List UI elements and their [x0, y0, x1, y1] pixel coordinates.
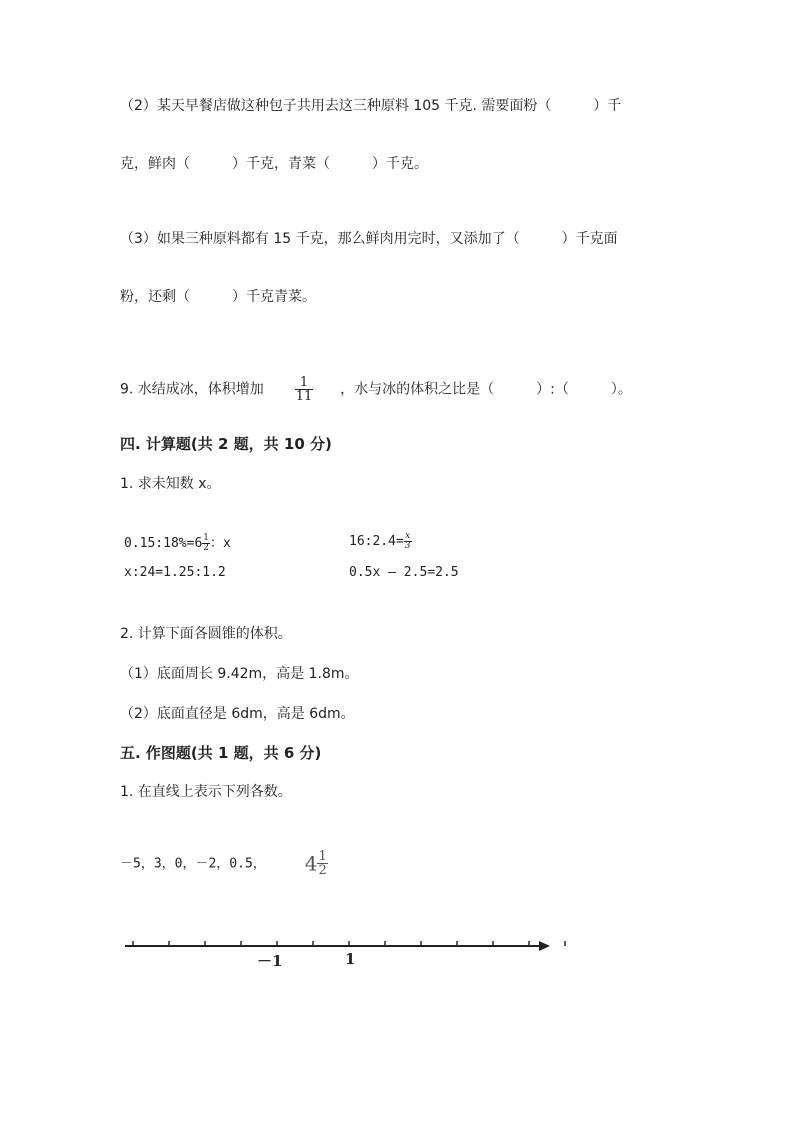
- section5-heading: 五. 作图题(共 1 题，共 6 分): [120, 744, 322, 762]
- section5-q1-title: 1. 在直线上表示下列各数。: [120, 784, 292, 800]
- numbers-list: －5，3，0，－2，0.5，: [120, 856, 266, 872]
- equation-4: 0.5x – 2.5=2.5: [349, 565, 459, 580]
- eq1-frac-num: 1: [203, 533, 210, 543]
- section4-q1-title: 1. 求未知数 x。: [120, 476, 221, 492]
- mixed-frac-den: 2: [318, 863, 327, 878]
- q9-frac-den: 11: [295, 389, 313, 404]
- eq2-prefix: 16:2.4=: [349, 534, 404, 549]
- equation-3: x:24=1.25:1.2: [124, 565, 226, 580]
- q8-part3-line1: （3）如果三种原料都有 15 千克，那么鲜肉用完时，又添加了（ ）千克面: [120, 231, 618, 247]
- eq1-frac-den: 2: [203, 543, 210, 553]
- q8-part2-line1: （2）某天早餐店做这种包子共用去这三种原料 105 千克. 需要面粉（ ）千: [120, 98, 622, 114]
- mixed-number-whole: 4: [304, 851, 318, 876]
- eq1-prefix: 0.15:18%=6: [124, 536, 203, 551]
- eq2-frac-num: x: [405, 531, 411, 541]
- axis-label-one: 1: [345, 950, 356, 968]
- section4-q2-item2: （2）底面直径是 6dm，高是 6dm。: [120, 706, 355, 722]
- eq2-frac-den: 3: [404, 541, 411, 551]
- section4-q2-item1: （1）底面周长 9.42m，高是 1.8m。: [120, 666, 359, 682]
- q9-suffix: ，水与冰的体积之比是（ ）:（ ）。: [340, 381, 632, 398]
- section4-heading: 四. 计算题(共 2 题，共 10 分): [120, 435, 332, 453]
- q8-part3-line2: 粉，还剩（ ）千克青菜。: [120, 289, 316, 305]
- q9-frac-num: 1: [299, 375, 309, 390]
- mixed-frac-num: 1: [318, 849, 327, 864]
- q9-prefix: 9. 水结成冰，体积增加: [120, 381, 264, 398]
- section4-q2-title: 2. 计算下面各圆锥的体积。: [120, 626, 292, 642]
- number-line-arrowhead: [539, 941, 550, 951]
- eq1-suffix: ：x: [210, 536, 231, 551]
- q8-part2-line2: 克，鲜肉（ ）千克，青菜（ ）千克。: [120, 156, 428, 172]
- axis-label-neg-one: －1: [257, 952, 283, 970]
